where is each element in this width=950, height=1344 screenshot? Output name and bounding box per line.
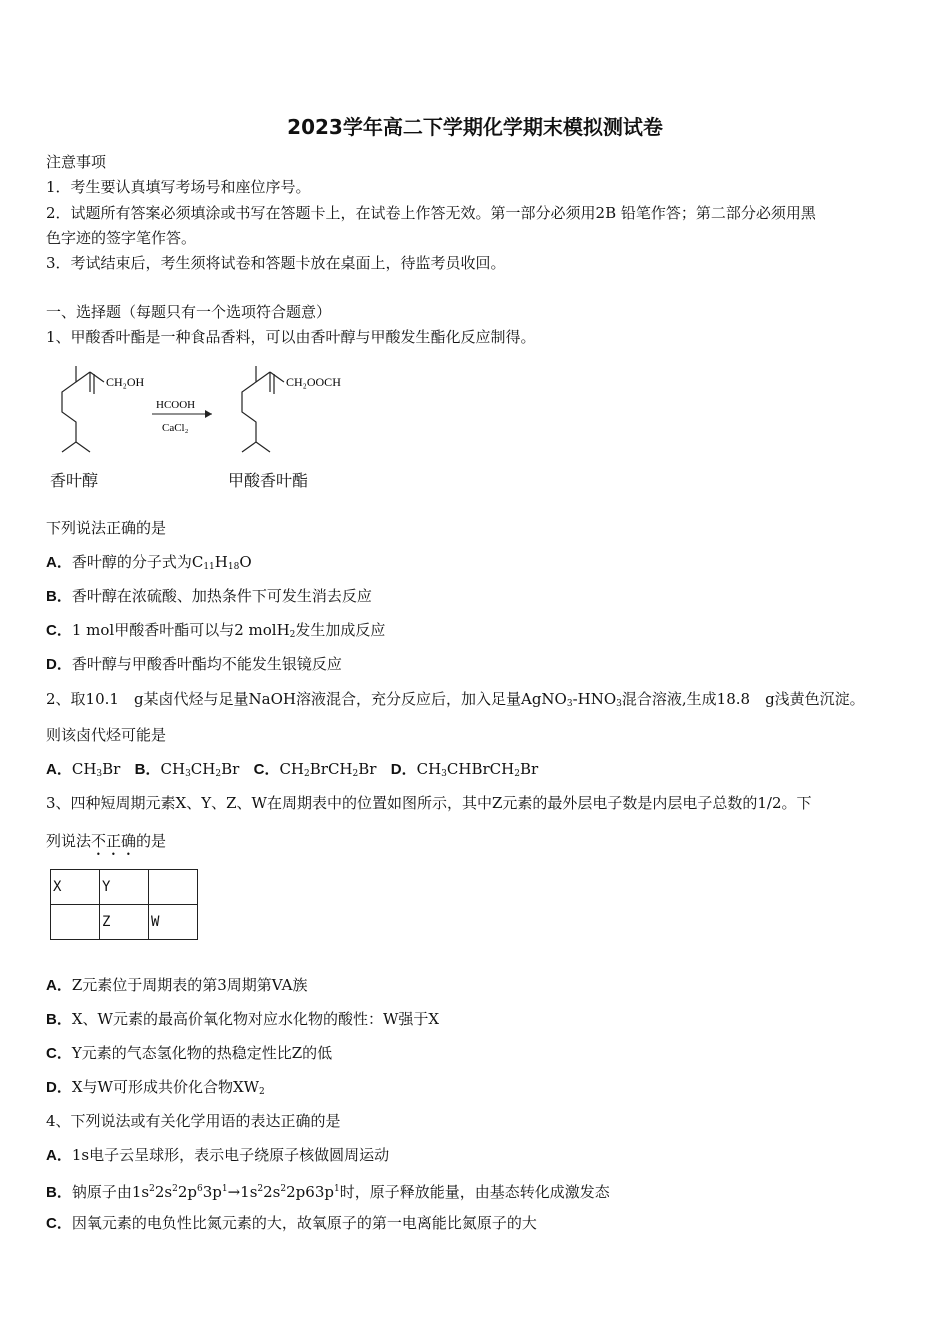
- reaction-arrow: [152, 410, 212, 418]
- q4-b-s3: 6: [196, 1184, 203, 1194]
- q4-b-s7: 1: [333, 1184, 340, 1194]
- q2-stem: [46, 689, 865, 714]
- q1-d-text: 香叶醇与甲酸香叶酯均不能发生银镜反应: [71, 655, 342, 673]
- q2-option-b-label: B．: [134, 761, 161, 778]
- q2-option-a-label: A．: [46, 761, 72, 778]
- q3-option-a-label: A．: [46, 977, 72, 994]
- q2-d-p3: Br: [519, 760, 539, 778]
- q2-stem-b: -HNO: [572, 690, 617, 708]
- q4-option-a[interactable]: [46, 1145, 389, 1166]
- q2-options: [46, 759, 538, 784]
- q2-b-p3: Br: [221, 760, 240, 778]
- q4-b-s4: 1: [221, 1184, 228, 1194]
- q2-stem-a: 2、取10.1 g某卤代烃与足量NaOH溶液混合，充分反应后，加入足量AgNO: [46, 690, 567, 708]
- reagent-bottom: CaCl₂: [162, 422, 189, 434]
- q3-option-c[interactable]: [46, 1043, 332, 1064]
- q2-option-c[interactable]: [254, 760, 377, 778]
- q3-stem: 3、四种短周期元素X、Y、Z、W在周期表中的位置如图所示，其中Z元素的最外层电子数是内层电子总数的1/2。下: [46, 794, 812, 812]
- q3-option-a[interactable]: [46, 975, 307, 996]
- geranyl-formate-structure: [242, 366, 284, 452]
- notice-item-1: 1．考生要认真填写考场号和座位序号。: [46, 178, 311, 196]
- q4-b-p6: 2s: [263, 1183, 281, 1201]
- q1-a-text: 香叶醇的分子式为C: [71, 553, 204, 571]
- q2-stem-sub2: 3: [616, 699, 622, 709]
- geraniol-structure: [62, 366, 104, 452]
- q4-b-p1: 钠原子由1s: [71, 1183, 150, 1201]
- q3-b-text: X、W元素的最高价氧化物对应水化物的酸性：W强于X: [71, 1010, 440, 1028]
- q1-b-text: 香叶醇在浓硫酸、加热条件下可发生消去反应: [71, 587, 372, 605]
- q2-option-d[interactable]: [391, 760, 538, 778]
- q2-stem-c: 混合溶液,生成18.8 g浅黄色沉淀。: [621, 690, 865, 708]
- q1-a-sub1: 11: [203, 562, 215, 572]
- q4-b-p5: →1s: [227, 1183, 258, 1201]
- section-heading: 一、选择题（每题只有一个选项符合题意）: [46, 303, 332, 321]
- table-cell: Y: [100, 870, 149, 905]
- q4-option-a-label: A．: [46, 1147, 72, 1164]
- q1-option-b-label: B．: [46, 588, 72, 605]
- q2-d-s1: 3: [441, 769, 447, 779]
- q3-c-text: Y元素的气态氢化物的热稳定性比Z的低: [71, 1044, 333, 1062]
- q4-b-p4: 3p: [202, 1183, 222, 1201]
- q1-a-post: O: [239, 553, 252, 571]
- q2-a-p2: Br: [102, 760, 121, 778]
- q2-c-s1: 2: [304, 769, 310, 779]
- q4-option-b[interactable]: [46, 1179, 610, 1203]
- q1-option-c-label: C．: [46, 622, 72, 639]
- q1-c-post: 发生加成反应: [295, 621, 386, 639]
- q3-d-text: X与W可形成共价化合物XW: [71, 1078, 260, 1096]
- q3-d-sub: 2: [259, 1087, 265, 1097]
- table-row: [51, 905, 198, 940]
- q2-c-p1: CH: [279, 760, 305, 778]
- q4-stem: 4、下列说法或有关化学用语的表达正确的是: [46, 1112, 341, 1130]
- q1-stem: 1、甲酸香叶酯是一种食品香料，可以由香叶醇与甲酸发生酯化反应制得。: [46, 328, 536, 346]
- q3-a-text: Z元素位于周期表的第3周期第VA族: [71, 976, 308, 994]
- notice-item-2: 2．试题所有答案必须填涂或书写在答题卡上，在试卷上作答无效。第一部分必须用2B 铅笔作答；第二部分必须用黑: [46, 204, 816, 222]
- q1-c-text: 1 mol甲酸香叶酯可以与2 molH: [71, 621, 290, 639]
- q2-c-p3: Br: [358, 760, 377, 778]
- reaction-scheme: [40, 358, 370, 468]
- q2-option-d-label: D．: [390, 761, 417, 778]
- product-group: CH₂OOCH: [286, 375, 341, 389]
- page-title: 2023学年高二下学期化学期末模拟测试卷: [287, 115, 663, 139]
- q4-c-text: 因氧元素的电负性比氮元素的大，故氧原子的第一电离能比氮原子的大: [71, 1214, 537, 1232]
- q3-prompt-post: 的是: [136, 832, 167, 850]
- table-cell: W: [149, 905, 198, 940]
- table-row: [51, 870, 198, 905]
- q1-prompt: 下列说法正确的是: [46, 519, 167, 537]
- reagent-top: HCOOH: [156, 399, 196, 411]
- q1-option-a[interactable]: [46, 552, 252, 577]
- q2-b-s1: 3: [185, 769, 191, 779]
- q2-d-s2: 2: [514, 769, 520, 779]
- q1-option-d[interactable]: [46, 654, 342, 675]
- q1-option-a-label: A．: [46, 554, 72, 571]
- q1-option-c[interactable]: [46, 620, 385, 645]
- q4-b-p3: 2p: [177, 1183, 197, 1201]
- q2-prompt: 则该卤代烃可能是: [46, 726, 167, 744]
- q2-a-s1: 3: [96, 769, 103, 779]
- q3-prompt-pre: 列说法: [46, 832, 92, 850]
- table-cell: [51, 905, 100, 940]
- q2-option-a[interactable]: [46, 760, 120, 778]
- q1-a-sub2: 18: [227, 562, 240, 572]
- q4-b-s1: 2: [149, 1184, 155, 1194]
- q4-b-s6: 2: [280, 1184, 287, 1194]
- q4-b-p8: 时，原子释放能量，由基态转化成激发态: [339, 1183, 610, 1201]
- q3-option-d-label: D．: [46, 1079, 72, 1096]
- table-cell: Z: [100, 905, 149, 940]
- q4-b-p2: 2s: [154, 1183, 173, 1201]
- product-name: 甲酸香叶酯: [228, 471, 309, 490]
- q3-option-c-label: C．: [46, 1045, 72, 1062]
- q4-option-b-label: B．: [46, 1184, 72, 1201]
- reactant-group: CH₂OH: [106, 375, 145, 389]
- q2-c-s2: 2: [352, 769, 359, 779]
- q4-b-s2: 2: [172, 1184, 178, 1194]
- notice-item-3: 3．考试结束后，考生须将试卷和答题卡放在桌面上，待监考员收回。: [46, 254, 506, 272]
- q3-prompt: [46, 831, 166, 859]
- q3-prompt-emphasis: 不正确: [91, 832, 137, 850]
- q2-d-p2: CHBrCH: [446, 760, 515, 778]
- q2-stem-sub1: 3: [566, 699, 573, 709]
- q1-option-b[interactable]: [46, 586, 372, 607]
- q1-c-sub: 2: [289, 630, 296, 640]
- periodic-table-fragment: [50, 869, 198, 940]
- q4-b-s5: 2: [257, 1184, 264, 1194]
- q2-option-b[interactable]: [135, 760, 240, 778]
- q2-b-s2: 2: [215, 769, 222, 779]
- q2-b-p2: CH: [190, 760, 216, 778]
- q4-option-c-label: C．: [46, 1215, 72, 1232]
- table-cell: X: [51, 870, 100, 905]
- q3-option-d[interactable]: [46, 1077, 265, 1102]
- q3-option-b-label: B．: [46, 1011, 72, 1028]
- q4-option-c[interactable]: [46, 1213, 537, 1234]
- q1-option-d-label: D．: [46, 656, 72, 673]
- q2-a-p1: CH: [71, 760, 97, 778]
- q4-a-text: 1s电子云呈球形，表示电子绕原子核做圆周运动: [71, 1146, 390, 1164]
- q2-d-p1: CH: [416, 760, 442, 778]
- reactant-name: 香叶醇: [50, 471, 99, 490]
- q2-b-p1: CH: [160, 760, 186, 778]
- notice-item-2-cont: 色字迹的签字笔作答。: [46, 229, 197, 247]
- q4-b-p7: 2p63p: [286, 1183, 334, 1201]
- notice-heading: 注意事项: [46, 153, 107, 171]
- q2-option-c-label: C．: [253, 761, 280, 778]
- q3-option-b[interactable]: [46, 1009, 439, 1030]
- q2-c-p2: BrCH: [309, 760, 353, 778]
- q1-a-mid: H: [214, 553, 228, 571]
- table-cell: [149, 870, 198, 905]
